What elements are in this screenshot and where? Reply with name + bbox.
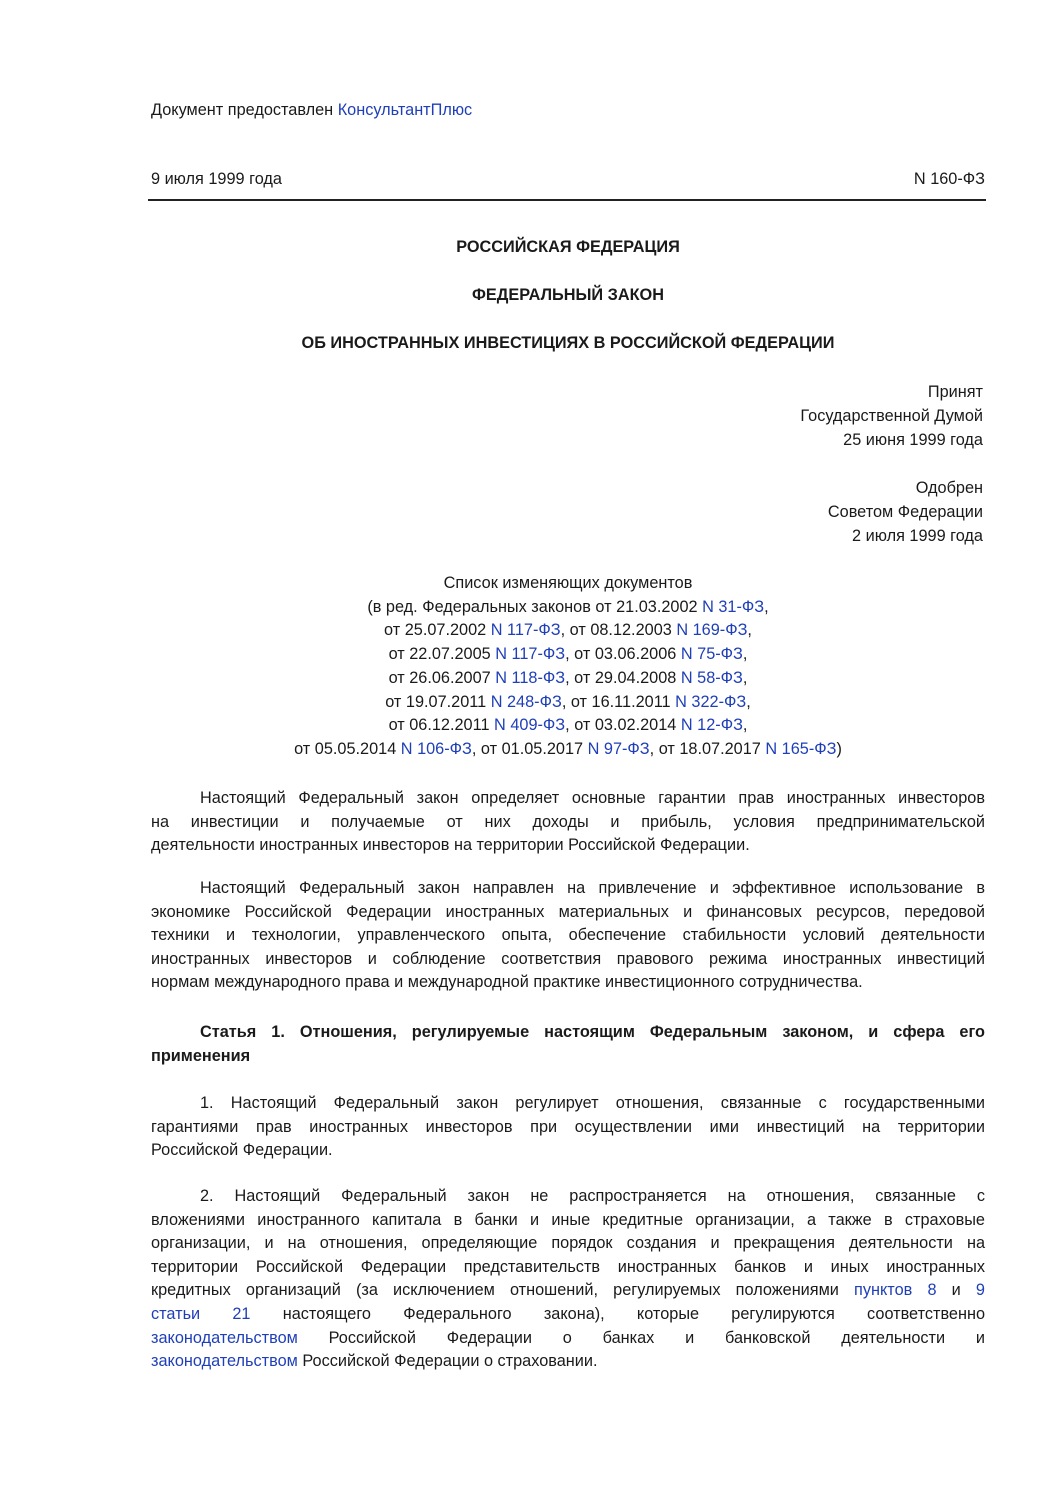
document-link[interactable]: N 106-ФЗ <box>400 739 472 758</box>
text-run: , от 18.07.2017 <box>649 739 766 758</box>
text-run: , от 29.04.2008 <box>565 668 681 687</box>
article-1-point-1 <box>151 1092 985 1163</box>
document-link[interactable]: N 169-ФЗ <box>676 621 748 640</box>
document-link[interactable]: N 58-ФЗ <box>680 668 743 687</box>
text-run: , <box>742 668 748 687</box>
adopted-line: 25 июня 1999 года <box>843 431 983 449</box>
amendments-title: Список изменяющих документов <box>443 574 693 592</box>
text-line <box>151 948 985 972</box>
text-run: ) <box>836 739 842 758</box>
text-run: Статья 1. Отношения, регулируемые настоящим Федеральным законом, и сфера его <box>200 1023 985 1041</box>
text-line <box>151 643 985 667</box>
text-run: деятельности иностранных инвесторов на территории Российской Федерации. <box>151 836 750 855</box>
law-date: 9 июля 1999 года <box>151 170 282 188</box>
text-run: иностранных инвесторов и соблюдение соответствия правового режима иностранных инвестиций <box>151 949 985 968</box>
text-line <box>151 1092 985 1116</box>
text-run: от 25.07.2002 <box>384 621 491 640</box>
amendments-lines <box>151 596 985 762</box>
text-line <box>151 787 985 811</box>
document-link[interactable]: 9 <box>975 1281 985 1300</box>
text-run: , от 01.05.2017 <box>471 739 588 758</box>
text-run: Настоящий Федеральный закон определяет основные гарантии прав иностранных инвесторов <box>200 789 985 807</box>
text-run: от 19.07.2011 <box>385 692 491 711</box>
text-run: , от 08.12.2003 <box>560 621 677 640</box>
text-run: организации, и на отношения, определяющие порядок создания и прекращения деятельности на <box>151 1234 985 1253</box>
text-run: , <box>747 621 752 640</box>
text-run: , <box>742 716 748 735</box>
text-line <box>151 1185 985 1209</box>
intro-paragraph-2 <box>151 877 985 995</box>
document-header <box>151 170 985 189</box>
text-line <box>151 811 985 835</box>
text-line <box>151 1021 985 1045</box>
text-line <box>151 619 985 643</box>
law-type-title: ФЕДЕРАЛЬНЫЙ ЗАКОН <box>472 286 664 304</box>
article-1-point-2 <box>151 1185 985 1374</box>
text-line <box>151 901 985 925</box>
document-link[interactable]: N 118-ФЗ <box>495 668 566 687</box>
document-link[interactable]: законодательством <box>151 1328 298 1347</box>
approved-line: Одобрен <box>915 479 983 497</box>
text-line <box>151 667 985 691</box>
text-line <box>151 877 985 901</box>
adopted-line: Принят <box>927 383 983 401</box>
text-run: нормам международного права и международной практике инвестиционного сотрудничества. <box>151 973 863 992</box>
approved-block <box>828 476 983 548</box>
adopted-line: Государственной Думой <box>800 407 983 425</box>
text-line <box>151 691 985 715</box>
document-link[interactable]: N 117-ФЗ <box>490 621 561 640</box>
intro-paragraph-1 <box>151 787 985 858</box>
text-line <box>151 1139 985 1163</box>
text-line <box>151 714 985 738</box>
text-run: , от 16.11.2011 <box>561 692 676 711</box>
document-link[interactable]: N 409-ФЗ <box>494 716 566 735</box>
text-run: 1. Настоящий Федеральный закон регулирует отношения, связанные с государственными <box>200 1094 985 1112</box>
text-run: территории Российской Федерации представительств иностранных банков и иных иностранных <box>151 1257 985 1276</box>
document-link[interactable]: N 97-ФЗ <box>587 739 650 758</box>
text-run: применения <box>151 1046 251 1065</box>
text-line <box>151 596 985 620</box>
document-link[interactable]: N 75-ФЗ <box>680 645 743 664</box>
text-line <box>151 1232 985 1256</box>
text-line <box>151 1303 985 1327</box>
text-line <box>151 1045 985 1069</box>
text-line <box>151 924 985 948</box>
text-line <box>151 1116 985 1140</box>
text-run: , <box>746 692 751 711</box>
text-line <box>151 738 985 762</box>
text-run: экономике Российской Федерации иностранных материальных и финансовых ресурсов, передовой <box>151 902 985 921</box>
text-run: на инвестиции и получаемые от них доходы и прибыль, условия предпринимательской <box>151 812 985 831</box>
text-run: Настоящий Федеральный закон направлен на привлечение и эффективное использование в <box>200 879 985 897</box>
approved-line: 2 июля 1999 года <box>852 527 983 545</box>
document-link[interactable]: N 117-ФЗ <box>495 645 566 664</box>
text-run: гарантиями прав иностранных инвесторов при осуществлении ими инвестиций на территории <box>151 1117 985 1136</box>
text-line <box>151 1327 985 1351</box>
text-line <box>151 1256 985 1280</box>
approved-line: Советом Федерации <box>827 503 983 521</box>
provided-by <box>151 101 472 120</box>
text-run: и <box>936 1281 976 1300</box>
text-run: Российской Федерации о банках и банковской деятельности и <box>297 1328 985 1347</box>
document-link[interactable]: статьи 21 <box>151 1304 251 1323</box>
header-divider <box>148 199 986 201</box>
document-link[interactable]: N 165-ФЗ <box>765 739 837 758</box>
amendments-list <box>151 572 985 762</box>
provided-prefix: Документ предоставлен <box>151 101 334 119</box>
text-run: вложениями иностранного капитала в банки и иные кредитные организации, а также в страховые <box>151 1210 985 1229</box>
text-run: , от 03.06.2006 <box>565 645 681 664</box>
adopted-block <box>800 380 983 452</box>
text-run: настоящего Федерального закона), которые регулируются соответственно <box>250 1304 986 1323</box>
consultant-plus-link[interactable]: КонсультантПлюс <box>337 101 473 119</box>
document-link[interactable]: N 322-ФЗ <box>675 692 747 711</box>
document-link[interactable]: N 248-ФЗ <box>490 692 562 711</box>
text-run: от 26.06.2007 <box>388 668 496 687</box>
text-run: , <box>764 597 769 616</box>
text-line <box>151 971 985 995</box>
text-line <box>151 834 985 858</box>
text-run: от 05.05.2014 <box>294 739 401 758</box>
law-number: N 160-ФЗ <box>913 170 985 188</box>
country-title: РОССИЙСКАЯ ФЕДЕРАЦИЯ <box>456 238 680 256</box>
text-run: Российской Федерации. <box>151 1141 333 1160</box>
text-run: Российской Федерации о страховании. <box>297 1352 598 1371</box>
law-name-title: ОБ ИНОСТРАННЫХ ИНВЕСТИЦИЯХ В РОССИЙСКОЙ ФЕДЕРАЦИИ <box>301 334 835 352</box>
text-line <box>151 1209 985 1233</box>
text-run: от 06.12.2011 <box>388 716 495 735</box>
text-line <box>151 1350 985 1374</box>
document-link[interactable]: законодательством <box>151 1352 298 1371</box>
text-run: (в ред. Федеральных законов от 21.03.2002 <box>367 597 703 616</box>
document-link[interactable]: N 12-ФЗ <box>680 716 743 735</box>
text-run: 2. Настоящий Федеральный закон не распространяется на отношения, связанные с <box>200 1187 985 1205</box>
text-run: , <box>742 645 748 664</box>
document-link[interactable]: N 31-ФЗ <box>702 597 765 616</box>
article-1-heading <box>151 1021 985 1068</box>
document-link[interactable]: пунктов 8 <box>854 1281 937 1300</box>
text-run: , от 03.02.2014 <box>565 716 681 735</box>
text-line <box>151 1279 985 1303</box>
text-run: техники и технологии, управленческого опыта, обеспечение стабильности условий деятельности <box>151 926 985 945</box>
text-run: кредитных организаций (за исключением отношений, регулируемых положениями <box>151 1281 855 1300</box>
text-run: от 22.07.2005 <box>388 645 496 664</box>
